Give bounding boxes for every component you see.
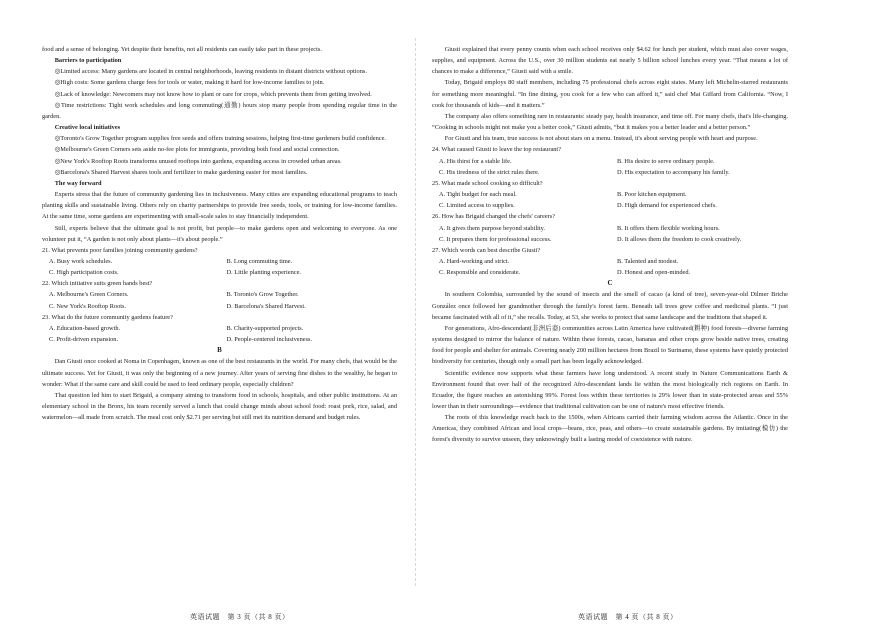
option-b: B. It offers them flexible working hours. bbox=[616, 224, 720, 232]
right-column bbox=[432, 44, 788, 446]
option-c: C. Profit-driven expansion. bbox=[48, 336, 119, 344]
option-b: B. Talented and modest. bbox=[616, 257, 679, 265]
page-footer-right: 英语试题 第 4 页（共 8 页） bbox=[578, 613, 678, 621]
question-stem: 26. How has Brigaid changed the chefs' careers? bbox=[432, 213, 556, 221]
paragraph: Scientific evidence now supports what these farmers have long understood. A recent study in Nature Communications Earth & Environment found that over half of the recognized Afro-descendant lands lie within the most biologically rich regions on Earth. In Ecuador, the figure reaches an astonishing 99%. Forest loss within these territories is 29% lower than in state-protected areas and 55% lower than in their surroundings—evidence that traditional cultivation can be one of nature's most effective friends. bbox=[432, 369, 788, 410]
way-forward-heading: The way forward bbox=[54, 179, 102, 187]
question-26 bbox=[432, 211, 788, 244]
option-d: D. Honest and open-minded. bbox=[616, 269, 691, 277]
question-21 bbox=[42, 245, 397, 278]
paragraph: For generations, Afro-descendant(非洲后裔) communities across Latin America have cultivated(耕种) food forests—diverse farming systems designed to mirror the balance of nature. Within these forests, cacao, bananas and other crops grow beside native trees, creating food for people and shelter for animals. Covering nearly 200 million hectares from Brazil to Suriname, these systems have quietly protected biodiversity for centuries, though only a small part has been legally acknowledged. bbox=[432, 324, 788, 366]
initiative-item: ◎Toronto's Grow Together program supplies free seeds and offers training sessions, helping first-time gardeners build confidence. bbox=[54, 135, 386, 143]
question-stem: 25. What made school cooking so difficult? bbox=[432, 179, 543, 187]
option-b: B. Long commuting time. bbox=[226, 257, 293, 265]
option-a: A. Melbourne's Green Corners. bbox=[48, 291, 129, 299]
question-stem: 21. What prevents poor families joining community gardens? bbox=[42, 246, 198, 254]
option-b: B. Poor kitchen equipment. bbox=[616, 191, 687, 199]
paragraph: That question led him to start Brigaid, a company aiming to transform food in schools, hospitals, and other public institutions. At an elementary school in the Bronx, his team recently served a lunch that could change minds about school food: roast pork, rice, salad, and watermelon—all made from scratch. The meal cost only $2.71 per serving but still met its nutrition demand and budget rules. bbox=[42, 391, 397, 422]
question-25 bbox=[432, 178, 788, 211]
barrier-item: ◎Lack of knowledge: Newcomers may not know how to plant or care for crops, which prevents them from getting involved. bbox=[54, 90, 372, 98]
paragraph: For Giusti and his team, true success is not about stars on a menu. Instead, it's about serving people with heart and purpose. bbox=[444, 135, 758, 143]
paragraph: Dan Giusti once cooked at Noma in Copenhagen, known as one of the best restaurants in the world. For many chefs, that would be the ultimate success. Yet for Giusti, it was only the beginning of a new journey. After years of serving fine dishes to the wealthy, he began to wonder: What if the same care and skill could be used to feed ordinary people, especially children? bbox=[42, 358, 397, 388]
section-c-label: C bbox=[607, 279, 613, 288]
section-b-label: B bbox=[217, 346, 222, 355]
question-27 bbox=[432, 245, 788, 278]
initiative-item: ◎Barcelona's Shared Harvest shares tools and fertilizer to make gardening easier for most families. bbox=[54, 168, 308, 176]
barrier-item: ◎High costs: Some gardens charge fees for tools or water, making it hard for low-income families to join. bbox=[54, 79, 325, 87]
option-d: D. High demand for experienced chefs. bbox=[616, 202, 717, 210]
column-divider bbox=[415, 38, 416, 586]
option-a: A. His thirst for a stable life. bbox=[438, 157, 512, 165]
intro-text: food and a sense of belonging. Yet despite their benefits, not all residents can easily take part in these projects. bbox=[42, 46, 322, 53]
paragraph: In southern Colombia, surrounded by the sound of insects and the smell of cacao (a kind of tree), seven-year-old Dilmer Briche González once followed her grandmother through the family's forest farm. Beneath tall trees grew coffee and medicinal plants. “I just became fascinated with all of it,” she recalls. Today, at 53, she works to protect that same landscape and the traditions that shaped it. bbox=[432, 291, 788, 321]
question-24 bbox=[432, 144, 788, 177]
paragraph: Today, Brigaid employs 80 staff members, including 75 professional chefs across eight states. Many left Michelin-starred restaurants for something more meaningful. “In fine dining, you cook for a few who can afford it,” said chef Mai Giffard from California. “Now, I cook for thousands of kids—and it matters.” bbox=[432, 79, 788, 109]
barrier-item: ◎Limited access: Many gardens are located in central neighborhoods, leaving residents in distant districts without options. bbox=[54, 68, 367, 76]
question-23 bbox=[42, 312, 397, 345]
page-footer-left: 英语试题 第 3 页（共 8 页） bbox=[190, 613, 290, 621]
option-d: D. Little planting experience. bbox=[226, 269, 301, 277]
paragraph: The company also offers something rare in restaurants: steady pay, health insurance, and time off. For many chefs, that's life-changing. “Cooking in schools might not make you a better cook,” Giusti admits, “but it makes you a better leader and a better person.” bbox=[432, 112, 788, 132]
question-stem: 22. Which initiative suits green hands best? bbox=[42, 280, 153, 288]
option-c: C. Limited access to supplies. bbox=[438, 202, 515, 210]
option-c: C. It prepares them for professional success. bbox=[438, 235, 552, 243]
option-c: C. High participation costs. bbox=[48, 269, 119, 277]
barrier-item: ◎Time restrictions: Tight work schedules and long commuting(通勤) hours stop many people from spending regular time in the garden. bbox=[42, 101, 397, 120]
option-a: A. Tight budget for each meal. bbox=[438, 191, 517, 199]
option-b: B. Toronto's Grow Together. bbox=[226, 291, 299, 299]
paragraph: Giusti explained that every penny counts when each school receives only $4.62 for lunch per student, which must also cover wages, supplies, and equipment. Across the U.S., over 30 million students eat nearly 5 billion school lunches every year. “That means a lot of chances to make a difference,” Giusti said with a smile. bbox=[432, 46, 788, 76]
option-d: D. People-centered inclusiveness. bbox=[226, 336, 313, 344]
option-c: C. His tiredness of the strict rules there. bbox=[438, 168, 540, 176]
left-column bbox=[42, 44, 397, 423]
question-stem: 27. Which words can best describe Giusti? bbox=[432, 246, 541, 254]
initiative-item: ◎Melbourne's Green Corners sets aside no-fee plots for immigrants, providing both food and social connection. bbox=[54, 146, 340, 154]
question-22 bbox=[42, 278, 397, 311]
paragraph: Still, experts believe that the ultimate goal is not profit, but people—to make gardens open and welcoming to everyone. As one volunteer put it, “A garden is not only about plants—it's about people.” bbox=[42, 224, 397, 243]
option-c: C. Responsible and considerate. bbox=[438, 269, 521, 277]
option-d: D. It allows them the freedom to cook creatively. bbox=[616, 235, 742, 243]
option-d: D. Barcelona's Shared Harvest. bbox=[226, 302, 306, 310]
barriers-heading: Barriers to participation bbox=[54, 57, 122, 65]
option-d: D. His expectation to accompany his family. bbox=[616, 168, 730, 176]
option-b: B. Charity-supported projects. bbox=[226, 324, 304, 332]
option-a: A. Busy work schedules. bbox=[48, 257, 113, 265]
paragraph: Experts stress that the future of community gardening lies in inclusiveness. Many cities are expanding educational programs to teach planting skills and sustainable living. Others rely on charity partnerships to provide free seeds, tools, or training for low-income families. At the same time, some gardens are experimenting with small-scale sales to stay financially independent. bbox=[42, 191, 397, 221]
initiative-item: ◎New York's Rooftop Roots transforms unused rooftops into gardens, expanding access in crowded urban areas. bbox=[54, 157, 342, 165]
paragraph: The roots of this knowledge reach back to the 1500s, when Africans carried their farming wisdom across the Atlantic. Once in the Americas, they combined African and local crops—beans, rice, peas, and others—to create sustainable gardens. By imitating(模仿) the forest's diversity to survive unseen, they unknowingly built a lasting model of coexistence with nature. bbox=[432, 414, 788, 444]
question-stem: 24. What caused Giusti to leave the top restaurant? bbox=[432, 146, 562, 154]
option-a: A. It gives them purpose beyond stability. bbox=[438, 224, 545, 232]
option-a: A. Hard-working and strict. bbox=[438, 257, 510, 265]
option-c: C. New York's Rooftop Roots. bbox=[48, 302, 127, 310]
question-stem: 23. What do the future community gardens feature? bbox=[42, 313, 173, 321]
option-a: A. Education-based growth. bbox=[48, 324, 121, 332]
initiatives-heading: Creative local initiatives bbox=[54, 124, 121, 132]
option-b: B. His desire to serve ordinary people. bbox=[616, 157, 715, 165]
